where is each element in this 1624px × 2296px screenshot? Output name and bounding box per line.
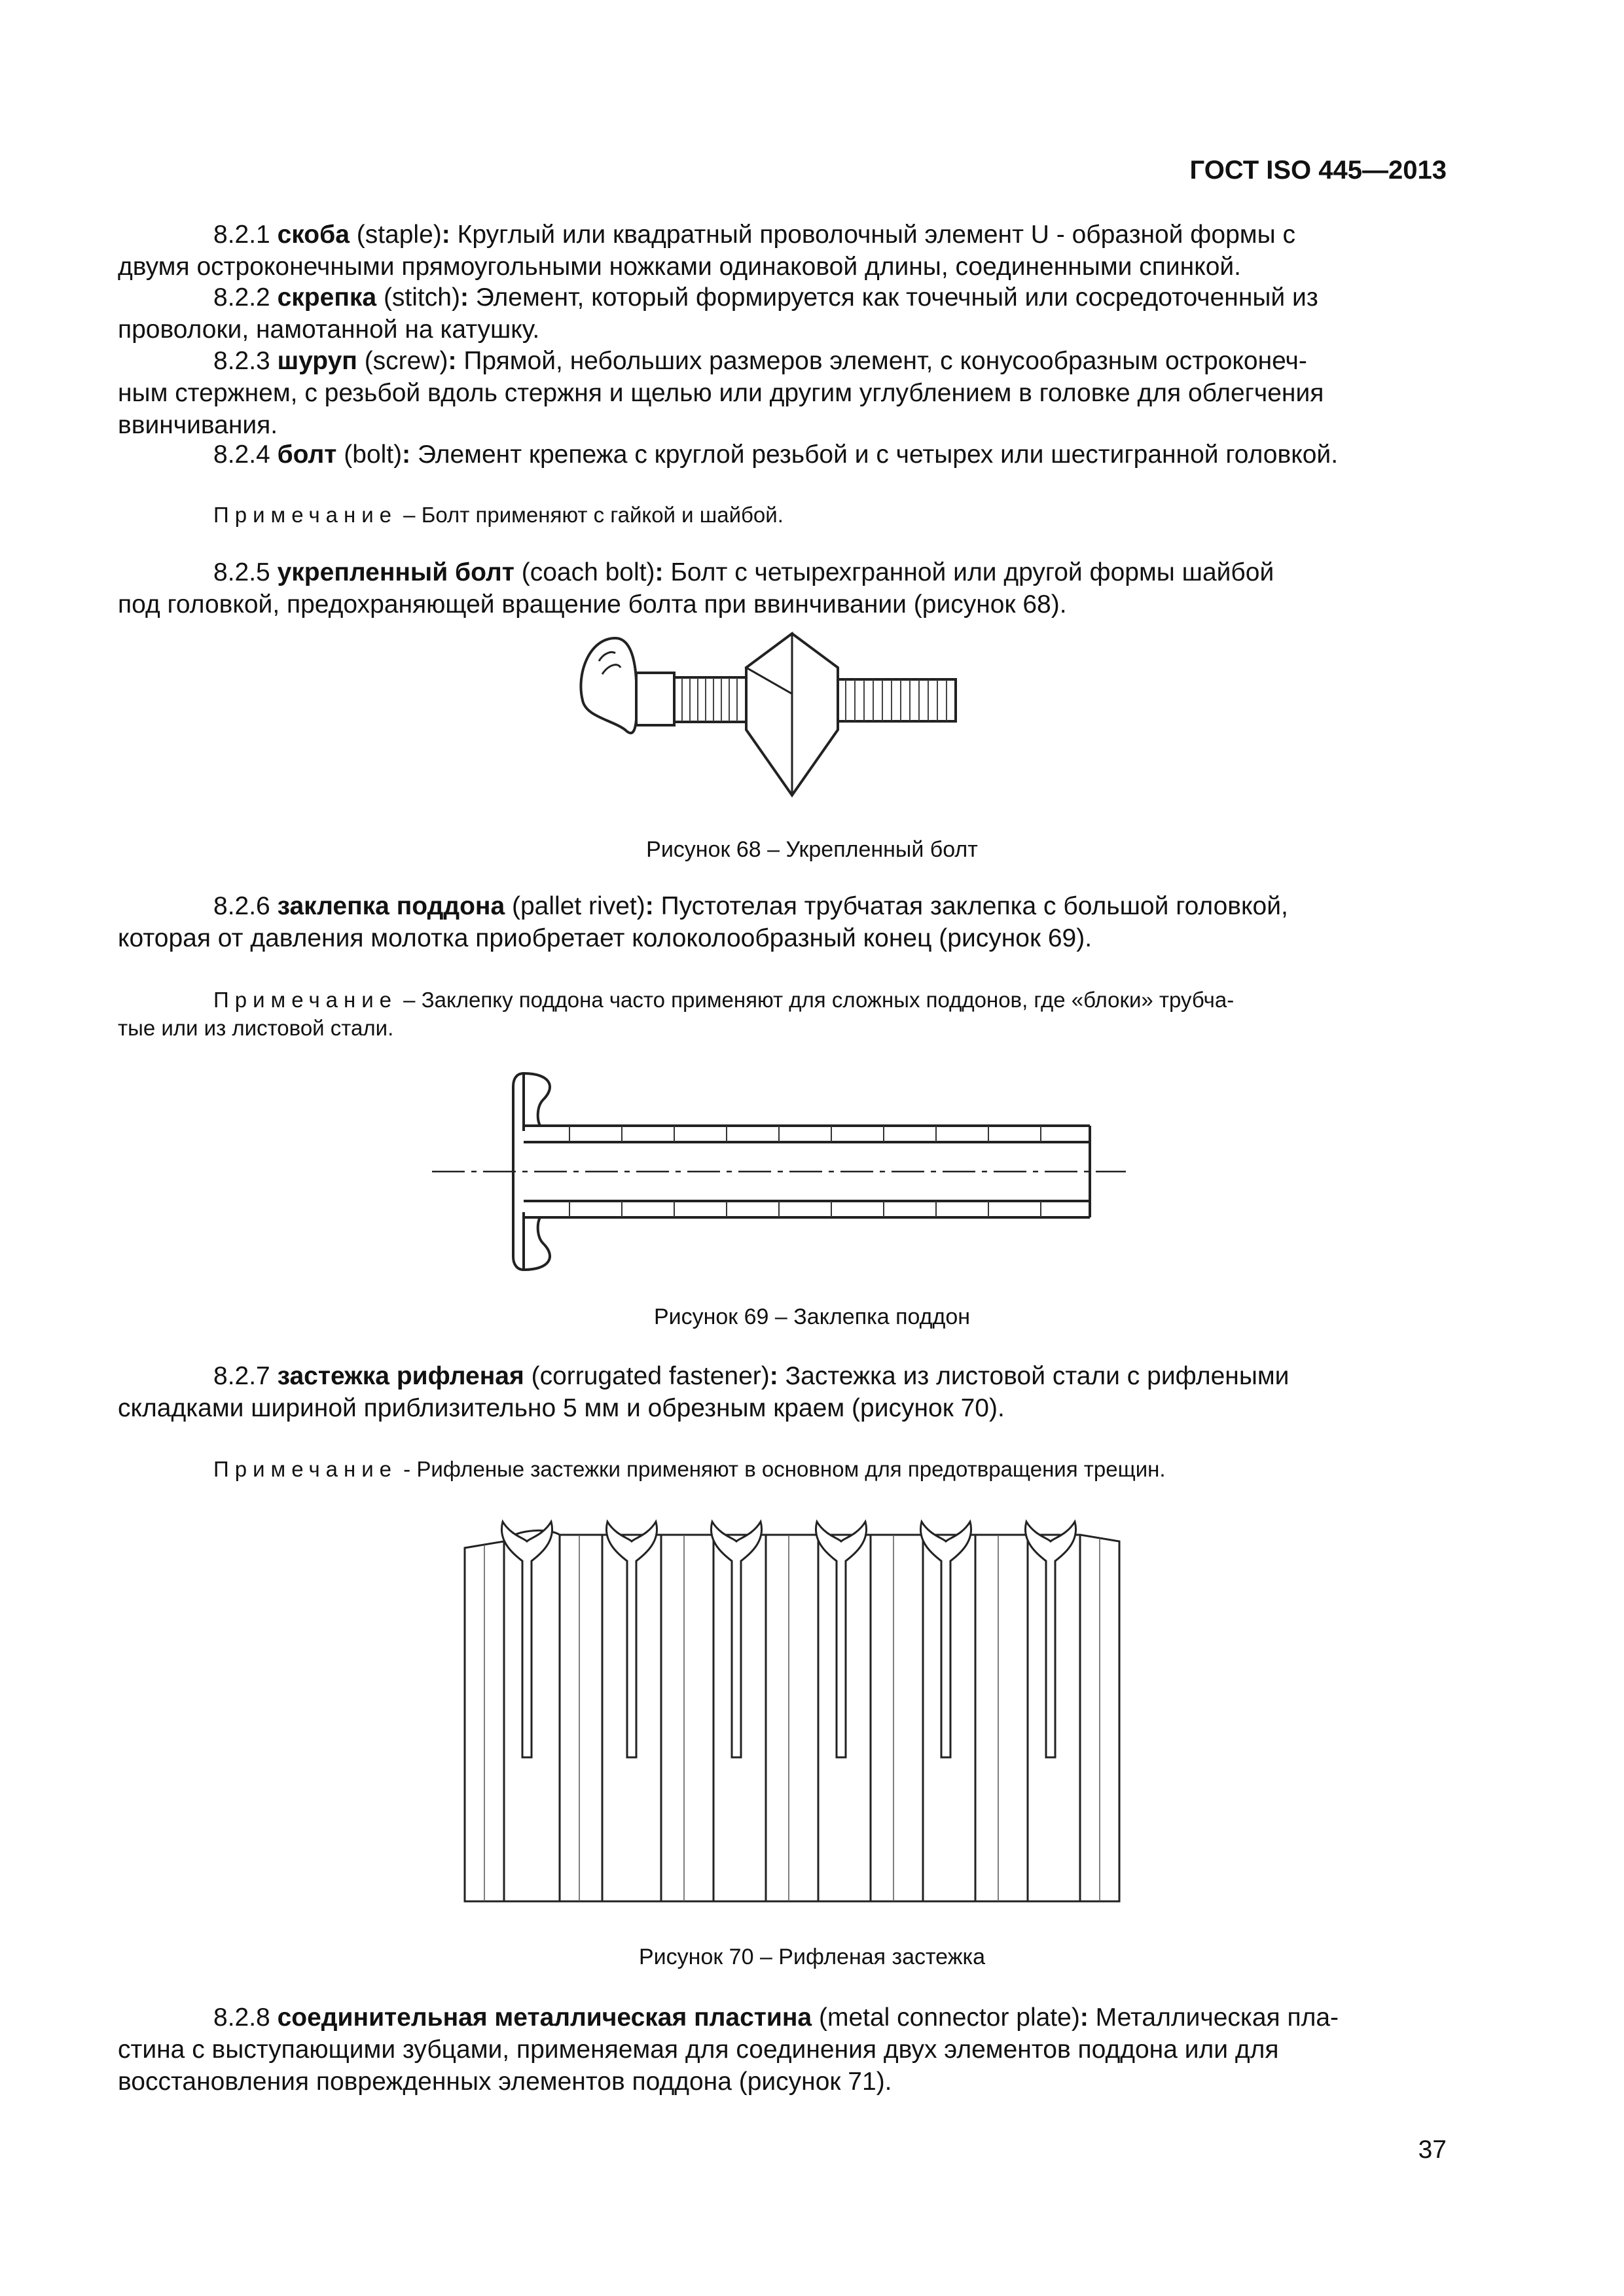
definition-text: под головкой, предохраняющей вращение болта при ввинчивании (рисунок 68). (118, 590, 1067, 619)
definition-text: складками шириной приблизительно 5 мм и обрезным краем (рисунок 70). (118, 1394, 1005, 1422)
definition-text: Элемент крепежа с круглой резьбой и с четырех или шестигранной головкой. (417, 440, 1339, 469)
term-english: (coach bolt) (521, 558, 655, 586)
definition-text: двумя остроконечными прямоугольными ножками одинаковой длины, соединенными спинкой. (118, 253, 1242, 281)
definition-text: Пустотелая трубчатая заклепка с большой головкой, (660, 892, 1288, 920)
term: заклепка поддона (277, 892, 505, 920)
section-8-2-5-line1: 8.2.5 укрепленный болт (coach bolt): Болт с четырехгранной или другой формы шайбой (213, 558, 1274, 586)
term-english: (screw) (364, 347, 448, 375)
section-8-2-1-line1: 8.2.1 скоба (staple): Круглый или квадратный проволочный элемент U - образной формы с (213, 221, 1295, 249)
term: застежка рифленая (277, 1362, 524, 1390)
section-8-2-1 (118, 219, 1447, 283)
section-8-2-2-line1: 8.2.2 скрепка (stitch): Элемент, который формируется как точечный или сосредоточенный из (213, 283, 1318, 312)
note-2-continuation: тые или из листовой стали. (118, 1016, 394, 1040)
note-2 (213, 984, 1234, 1016)
document-id: ГОСТ ISO 445—2013 (1189, 156, 1447, 185)
definition-text: Круглый или квадратный проволочный элемент U - образной формы с (457, 221, 1295, 249)
section-number: 8.2.2 (213, 283, 270, 312)
definition-text: стина с выступающими зубцами, применяемая для соединения двух элементов поддона или для (118, 2036, 1279, 2064)
term: шуруп (277, 347, 357, 375)
section-8-2-6 (118, 890, 1447, 954)
section-8-2-4 (118, 439, 1447, 471)
note-3 (213, 1453, 1166, 1485)
term: соединительная металлическая пластина (277, 2003, 812, 2032)
note-text: – Заклепку поддона часто применяют для сложных поддонов, где «блоки» трубча- (397, 988, 1235, 1012)
figure-69-caption: Рисунок 69 – Заклепка поддон (653, 1304, 971, 1329)
section-number: 8.2.6 (213, 892, 270, 920)
section-number: 8.2.3 (213, 347, 270, 375)
term: болт (277, 440, 337, 469)
term-english: (stitch) (383, 283, 460, 312)
term-english: (metal connector plate) (818, 2003, 1080, 2032)
term-english: (bolt) (344, 440, 403, 469)
figure-68-coach-bolt-drawing (563, 622, 995, 818)
section-number: 8.2.8 (213, 2003, 270, 2032)
note-label: Примечание (213, 988, 398, 1012)
term-english: (corrugated fastener) (531, 1362, 770, 1390)
section-8-2-6-line1: 8.2.6 заклепка поддона (pallet rivet): Пустотелая трубчатая заклепка с большой головкой, (213, 892, 1288, 920)
definition-text: Болт с четырехгранной или другой формы шайбой (670, 558, 1274, 586)
definition-text: Элемент, который формируется как точечный или сосредоточенный из (475, 283, 1318, 312)
definition-text: Застежка из листовой стали с рифлеными (785, 1362, 1290, 1390)
section-number: 8.2.1 (213, 221, 270, 249)
definition-text: которая от давления молотка приобретает колоколообразный конец (рисунок 69). (118, 924, 1092, 952)
section-8-2-8-line1: 8.2.8 соединительная металлическая пластина (metal connector plate): Металлическая пла- (213, 2003, 1339, 2032)
note-label: Примечание (213, 503, 398, 527)
note-text: – Болт применяют с гайкой и шайбой. (397, 503, 784, 527)
figure-70-corrugated-fastener-drawing (452, 1509, 1139, 1914)
section-number: 8.2.5 (213, 558, 270, 586)
figure-69-pallet-rivet-drawing (432, 1060, 1126, 1283)
section-8-2-7 (118, 1360, 1447, 1424)
term: скрепка (277, 283, 377, 312)
definition-text: ввинчивания. (118, 411, 278, 439)
section-8-2-4-line1: 8.2.4 болт (bolt): Элемент крепежа с круглой резьбой и с четырех или шестигранной головкой. (213, 440, 1339, 469)
section-number: 8.2.7 (213, 1362, 270, 1390)
definition-text: Прямой, небольших размеров элемент, с конусообразным остроконеч- (463, 347, 1307, 375)
term: скоба (277, 221, 350, 249)
section-8-2-3 (118, 345, 1447, 441)
note-text: - Рифленые застежки применяют в основном для предотвращения трещин. (397, 1457, 1166, 1481)
section-8-2-3-line1: 8.2.3 шуруп (screw): Прямой, небольших размеров элемент, с конусообразным остроконеч- (213, 347, 1307, 375)
term: укрепленный болт (277, 558, 514, 586)
term-english: (pallet rivet) (512, 892, 645, 920)
note-label: Примечание (213, 1457, 398, 1481)
section-8-2-5 (118, 556, 1447, 620)
section-number: 8.2.4 (213, 440, 270, 469)
figure-70-caption: Рисунок 70 – Рифленая застежка (639, 1945, 985, 1969)
definition-text: ным стержнем, с резьбой вдоль стержня и щелью или другим углублением в головке для облегчения (118, 379, 1324, 407)
term-english: (staple) (356, 221, 442, 249)
section-8-2-2 (118, 281, 1447, 346)
figure-68-caption: Рисунок 68 – Укрепленный болт (646, 837, 978, 862)
definition-text: восстановления поврежденных элементов поддона (рисунок 71). (118, 2068, 892, 2096)
section-8-2-8 (118, 2001, 1447, 2098)
page-number: 37 (1418, 2136, 1447, 2164)
note-1 (213, 499, 784, 531)
definition-text: Металлическая пла- (1095, 2003, 1339, 2032)
definition-text: проволоки, намотанной на катушку. (118, 315, 540, 344)
section-8-2-7-line1: 8.2.7 застежка рифленая (corrugated fastener): Застежка из листовой стали с рифлеными (213, 1362, 1290, 1390)
